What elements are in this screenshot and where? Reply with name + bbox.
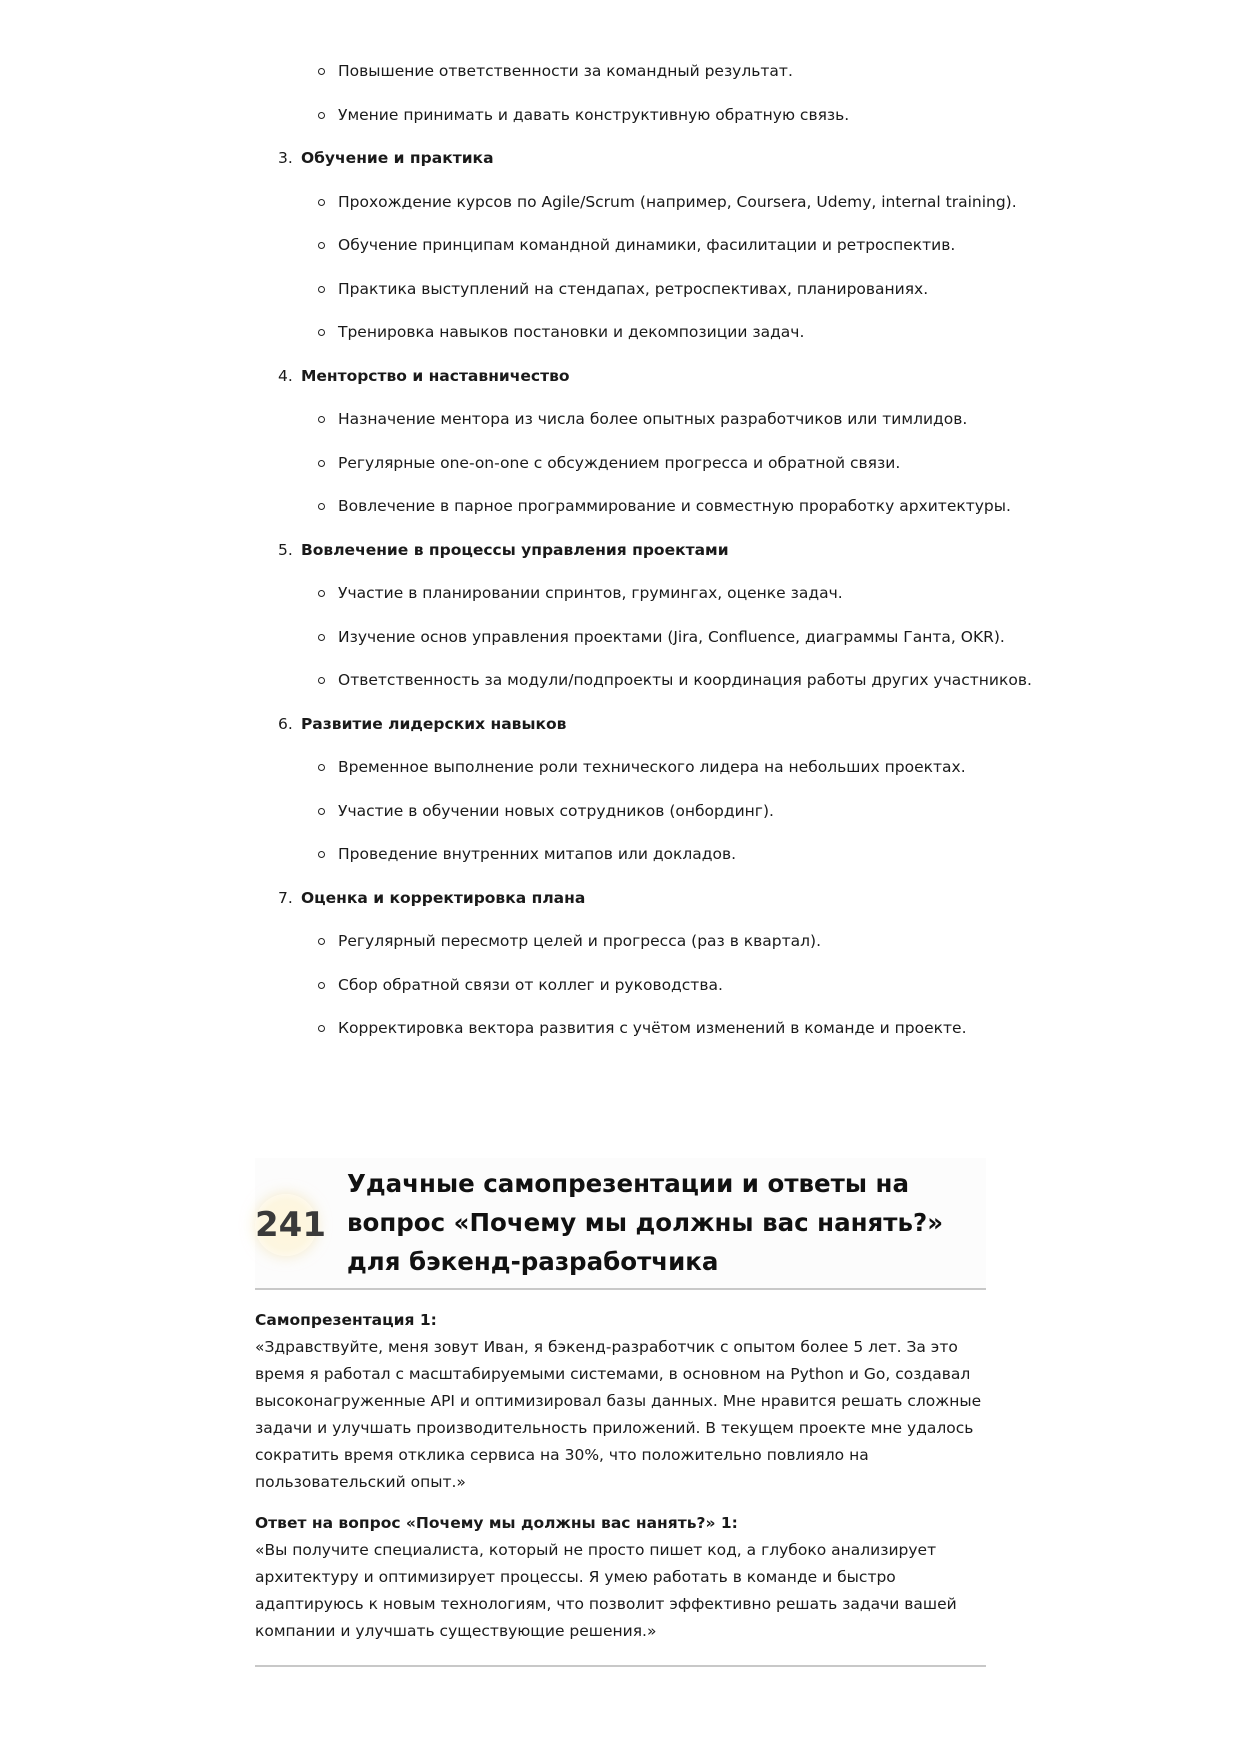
list-item (278, 665, 1032, 709)
circle-bullet-icon (318, 286, 325, 293)
section-number: 4. (278, 366, 293, 385)
circle-bullet-icon (318, 199, 325, 206)
list-item-text: Проведение внутренних митапов или докладов. (338, 845, 737, 863)
list-item (278, 970, 1018, 1014)
section-number: 5. (278, 540, 293, 559)
circle-bullet-icon (318, 851, 325, 858)
block-label: Самопрезентация 1: (255, 1311, 437, 1329)
section-title: Вовлечение в процессы управления проектами (300, 540, 729, 559)
section-title: Оценка и корректировка плана (300, 888, 586, 907)
section-heading (278, 361, 1018, 405)
list-item-text: Обучение принципам командной динамики, фасилитации и ретроспектив. (338, 236, 956, 254)
self-presentation-block (255, 1307, 986, 1496)
list-item (278, 839, 1018, 883)
list-item (278, 274, 1018, 318)
list-item (278, 317, 1018, 361)
list-item-text: Регулярные one-on-one с обсуждением прогресса и обратной связи. (338, 453, 901, 472)
list-item (278, 796, 1018, 840)
section-number: 3. (278, 149, 293, 167)
list-item (278, 448, 1018, 492)
circle-bullet-icon (318, 460, 325, 467)
circle-bullet-icon (318, 677, 325, 684)
chapter-title: Удачные самопрезентации и ответы на вопрос «Почему мы должны вас нанять?» для бэкенд-разработчика (347, 1169, 944, 1276)
circle-bullet-icon (318, 68, 325, 75)
list-item-text: Назначение ментора из числа более опытных разработчиков или тимлидов. (338, 410, 968, 428)
list-item-text: Участие в обучении новых сотрудников (онбординг). (338, 801, 774, 820)
circle-bullet-icon (318, 503, 325, 510)
chapter-header (255, 1158, 986, 1290)
circle-bullet-icon (318, 590, 325, 597)
list-item (278, 404, 1018, 448)
circle-bullet-icon (318, 982, 325, 989)
chapter-number-badge: 241 (255, 1194, 317, 1256)
list-item-text: Регулярный пересмотр целей и прогресса (раз в квартал). (338, 932, 822, 950)
circle-bullet-icon (318, 329, 325, 336)
list-item (278, 100, 1018, 144)
section-title: Менторство и наставничество (300, 366, 570, 385)
list-item-text: Прохождение курсов по Agile/Scrum (например, Coursera, Udemy, internal training). (338, 192, 1017, 211)
list-item-text: Ответственность за модули/подпроекты и координация работы других участников. (338, 671, 1032, 689)
circle-bullet-icon (318, 808, 325, 815)
list-item (278, 187, 1018, 231)
list-item-text: Вовлечение в парное программирование и совместную проработку архитектуры. (338, 497, 1011, 515)
block-label: Ответ на вопрос «Почему мы должны вас нанять?» 1: (255, 1514, 738, 1532)
section-number: 6. (278, 714, 293, 733)
circle-bullet-icon (318, 634, 325, 641)
list-item (278, 752, 1018, 796)
list-item-text: Повышение ответственности за командный результат. (338, 62, 793, 80)
section-title: Развитие лидерских навыков (300, 714, 567, 733)
list-item (278, 491, 1018, 535)
circle-bullet-icon (318, 764, 325, 771)
list-item (278, 56, 1018, 100)
circle-bullet-icon (318, 112, 325, 119)
block-text: «Вы получите специалиста, который не просто пишет код, а глубоко анализирует архитектуру и оптимизирует процессы. Я умею работать в команде и быстро адаптируюсь к новым технологиям, что позволит эффективно решать задачи вашей компании и улучшать существующие решения.» (255, 1541, 957, 1640)
section-title: Обучение и практика (300, 149, 494, 167)
section-divider (255, 1665, 986, 1667)
list-item (278, 230, 1018, 274)
section-number: 7. (278, 888, 293, 907)
circle-bullet-icon (318, 416, 325, 423)
section-heading (278, 883, 1018, 927)
list-item-text: Изучение основ управления проектами (Jira, Confluence, диаграммы Ганта, OKR). (338, 627, 1005, 646)
list-item-text: Сбор обратной связи от коллег и руководства. (338, 975, 723, 994)
why-hire-answer-block (255, 1510, 986, 1645)
section-heading (278, 535, 1018, 579)
section-heading (278, 143, 1018, 187)
circle-bullet-icon (318, 242, 325, 249)
list-item-text: Временное выполнение роли технического лидера на небольших проектах. (338, 758, 966, 776)
list-item (278, 926, 1018, 970)
chapter-content (255, 1307, 986, 1659)
circle-bullet-icon (318, 938, 325, 945)
list-item-text: Умение принимать и давать конструктивную обратную связь. (338, 105, 850, 124)
list-item-text: Практика выступлений на стендапах, ретроспективах, планированиях. (338, 279, 929, 298)
list-item-text: Тренировка навыков постановки и декомпозиции задач. (338, 323, 805, 341)
list-item-text: Корректировка вектора развития с учётом изменений в команде и проекте. (338, 1019, 967, 1037)
list-item (278, 622, 1018, 666)
development-plan-list (278, 56, 1032, 1057)
section-heading (278, 709, 1018, 753)
list-item-text: Участие в планировании спринтов, грумингах, оценке задач. (338, 584, 843, 602)
list-item (278, 578, 1018, 622)
circle-bullet-icon (318, 1025, 325, 1032)
block-text: «Здравствуйте, меня зовут Иван, я бэкенд-разработчик с опытом более 5 лет. За это время я работал с масштабируемыми системами, в основном на Python и Go, создавал высоконагруженные API и оптимизировал базы данных. Мне нравится решать сложные задачи и улучшать производительность приложений. В текущем проекте мне удалось сократить время отклика сервиса на 30%, что положительно повлияло на пользовательский опыт.» (255, 1338, 982, 1491)
list-item (278, 1013, 1018, 1057)
